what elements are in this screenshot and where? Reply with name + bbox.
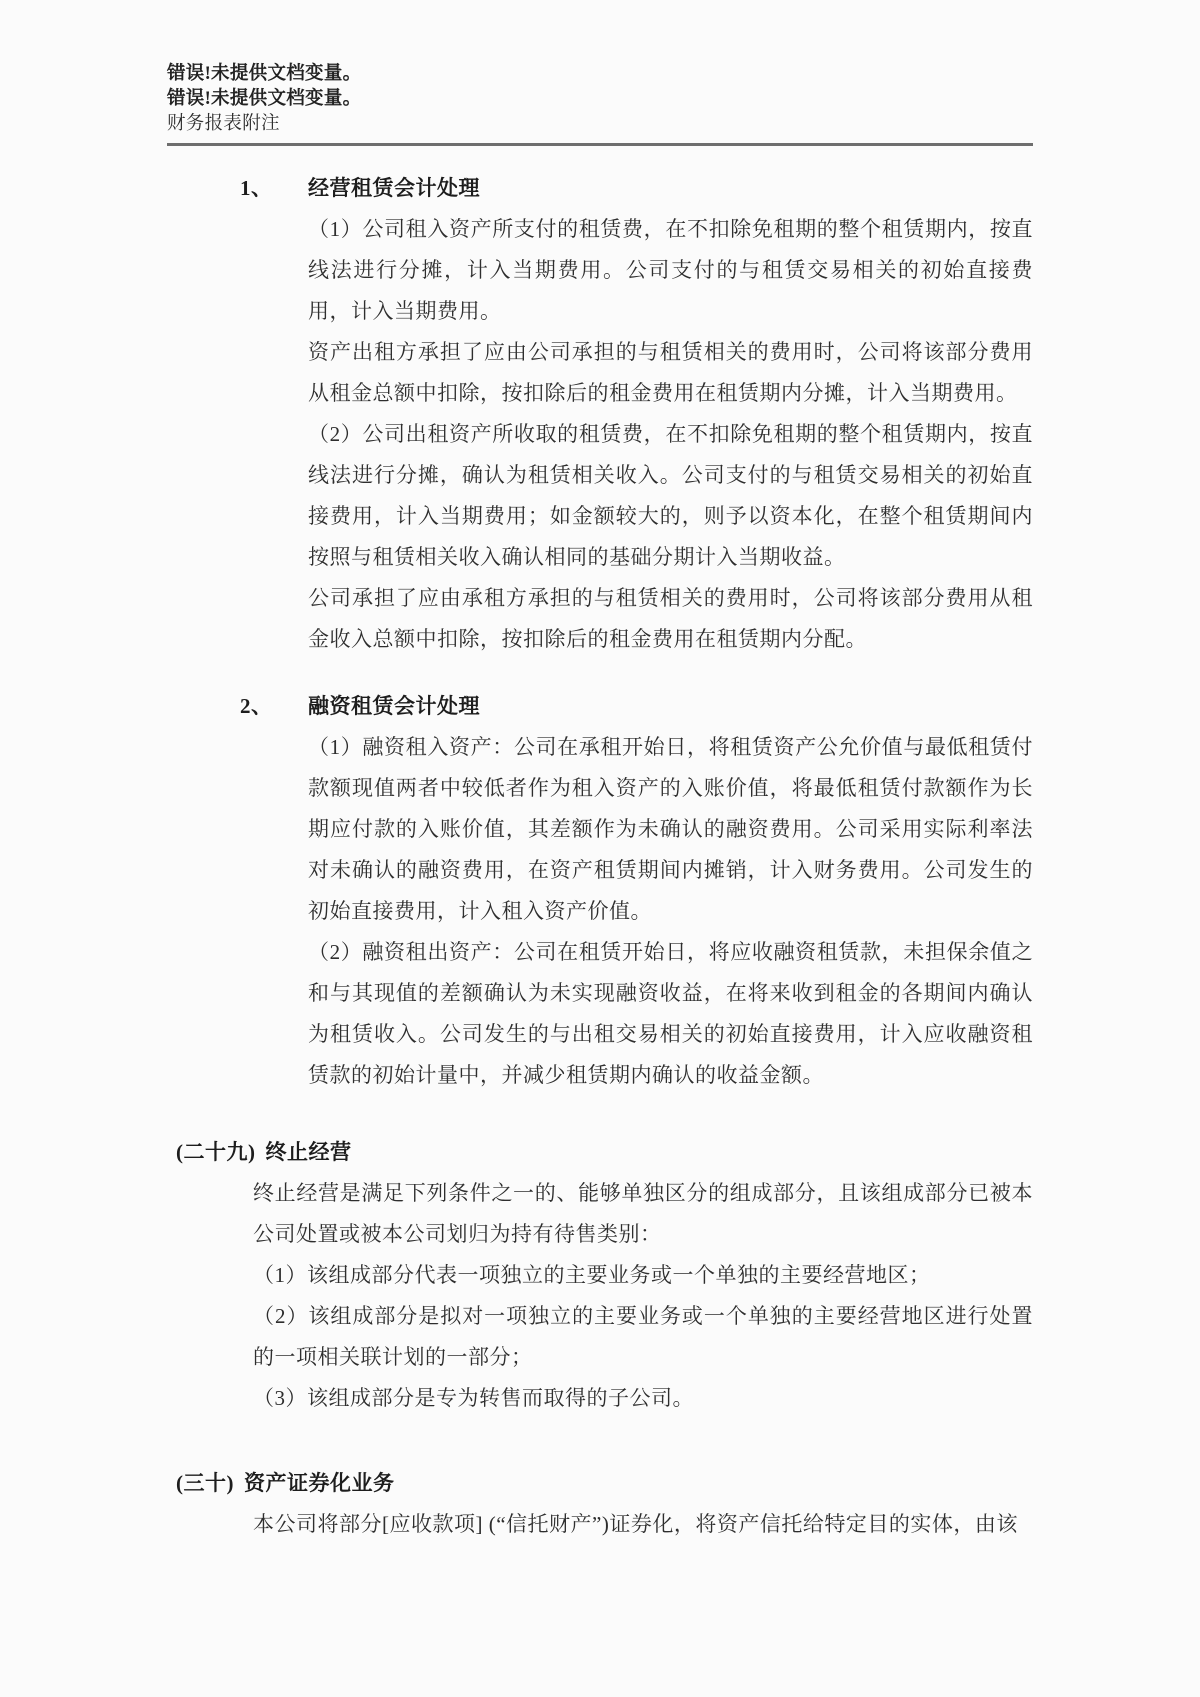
section-number: (三十) bbox=[176, 1471, 234, 1495]
section-heading bbox=[176, 1132, 1200, 1173]
paragraph: 公司承担了应由承租方承担的与租赁相关的费用时，公司将该部分费用从租金收入总额中扣除，按扣除后的租金费用在租赁期内分配。 bbox=[308, 586, 1033, 651]
section-title: 融资租赁会计处理 bbox=[308, 694, 480, 718]
section-title: 终止经营 bbox=[265, 1140, 352, 1164]
section-operating-lease bbox=[0, 168, 1200, 660]
section-title: 资产证券化业务 bbox=[244, 1471, 395, 1495]
paragraph: 终止经营是满足下列条件之一的、能够单独区分的组成部分，且该组成部分已被本公司处置或被本公司划归为持有待售类别： bbox=[253, 1181, 1033, 1246]
paragraph: （2）融资租出资产：公司在租赁开始日，将应收融资租赁款，未担保余值之和与其现值的差额确认为未实现融资收益，在将来收到租金的各期间内确认为租赁收入。公司发生的与出租交易相关的初始直接费用，计入应收融资租赁款的初始计量中，并减少租赁期内确认的收益金额。 bbox=[308, 940, 1033, 1087]
header-line-2: 错误!未提供文档变量。 bbox=[167, 89, 362, 109]
paragraph: （2）公司出租资产所收取的租赁费，在不扣除免租期的整个租赁期内，按直线法进行分摊，确认为租赁相关收入。公司支付的与租赁交易相关的初始直接费用，计入当期费用；如金额较大的，则予以资本化，在整个租赁期间内按照与租赁相关收入确认相同的基础分期计入当期收益。 bbox=[308, 422, 1033, 569]
section-finance-lease bbox=[0, 686, 1200, 1096]
section-title: 经营租赁会计处理 bbox=[308, 176, 480, 200]
section-number: 2、 bbox=[240, 694, 273, 718]
paragraph: （3）该组成部分是专为转售而取得的子公司。 bbox=[253, 1386, 694, 1410]
header-line-1: 错误!未提供文档变量。 bbox=[167, 64, 362, 84]
paragraph: （1）融资租入资产：公司在承租开始日，将租赁资产公允价值与最低租赁付款额现值两者中较低者作为租入资产的入账价值，将最低租赁付款额作为长期应付款的入账价值，其差额作为未确认的融资费用。公司采用实际利率法对未确认的融资费用，在资产租赁期间内摊销，计入财务费用。公司发生的初始直接费用，计入租入资产价值。 bbox=[308, 735, 1033, 923]
paragraph: （1）公司租入资产所支付的租赁费，在不扣除免租期的整个租赁期内，按直线法进行分摊，计入当期费用。公司支付的与租赁交易相关的初始直接费用，计入当期费用。 bbox=[308, 217, 1033, 323]
header-rule bbox=[167, 143, 1033, 146]
paragraph: 资产出租方承担了应由公司承担的与租赁相关的费用时，公司将该部分费用从租金总额中扣除，按扣除后的租金费用在租赁期内分摊，计入当期费用。 bbox=[308, 340, 1033, 405]
page-header bbox=[167, 62, 1033, 146]
paragraph: 本公司将部分[应收款项] (“信托财产”)证券化，将资产信托给特定目的实体，由该 bbox=[253, 1512, 1018, 1536]
section-number: (二十九) bbox=[176, 1140, 256, 1164]
header-line-3: 财务报表附注 bbox=[167, 114, 280, 134]
section-heading bbox=[240, 686, 1200, 727]
section-discontinued-operations bbox=[0, 1132, 1200, 1419]
section-heading bbox=[240, 168, 1200, 209]
section-number: 1、 bbox=[240, 176, 273, 200]
section-heading bbox=[176, 1463, 1200, 1504]
paragraph: （1）该组成部分代表一项独立的主要业务或一个单独的主要经营地区； bbox=[253, 1263, 931, 1287]
paragraph: （2）该组成部分是拟对一项独立的主要业务或一个单独的主要经营地区进行处置的一项相关联计划的一部分； bbox=[253, 1304, 1033, 1369]
section-asset-securitization bbox=[0, 1463, 1200, 1545]
